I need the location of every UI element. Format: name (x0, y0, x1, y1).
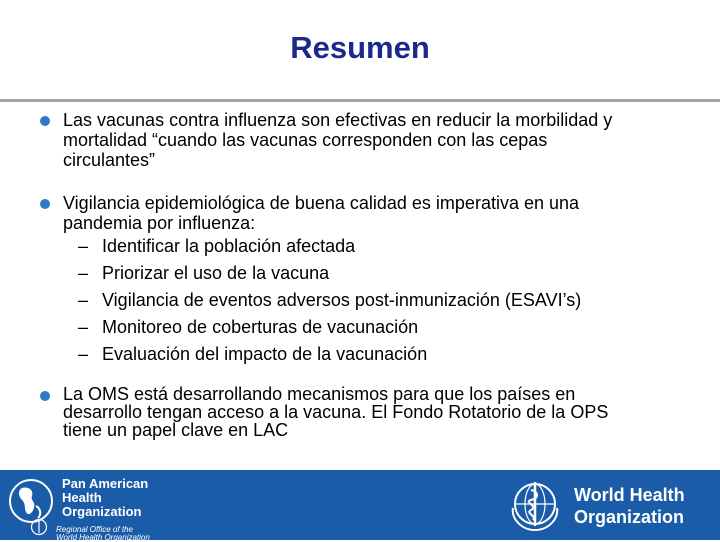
who-emblem-icon (30, 518, 48, 536)
bullet-item (40, 193, 710, 368)
bullet-line: Vigilancia epidemiológica de buena calidad es imperativa en una (63, 193, 580, 213)
bullet-line: desarrollo tengan acceso a la vacuna. El Fondo Rotatorio de la OPS (63, 402, 609, 422)
footer-bar (0, 470, 720, 540)
sub-item: – Vigilancia de eventos adversos post-inmunización (ESAVI’s) (78, 290, 582, 310)
who-emblem-icon (505, 478, 565, 534)
sub-list (78, 233, 710, 368)
bullet-line: mortalidad “cuando las vacunas corresponden con las cepas (63, 130, 548, 150)
paho-subtitle: Regional Office of the World Health Organization (56, 525, 150, 542)
sub-item: – Priorizar el uso de la vacuna (78, 263, 330, 283)
sub-item: – Identificar la población afectada (78, 236, 356, 256)
bullet-dot-icon (40, 116, 50, 126)
bullet-dot-icon (40, 391, 50, 401)
bullet-line: pandemia por influenza: (63, 213, 256, 233)
title-divider (0, 99, 720, 102)
bullet-line: Las vacunas contra influenza son efectivas en reducir la morbilidad y (63, 110, 613, 130)
sub-item: – Monitoreo de coberturas de vacunación (78, 317, 419, 337)
bullet-dot-icon (40, 199, 50, 209)
who-wordmark: World Health Organization (574, 485, 685, 527)
bullet-line: La OMS está desarrollando mecanismos para que los países en (63, 384, 576, 404)
bullet-item (40, 110, 710, 170)
bullet-item (40, 385, 710, 439)
paho-wordmark: Pan American Health Organization (62, 476, 149, 519)
slide-title: Resumen (290, 30, 430, 65)
bullet-line: tiene un papel clave en LAC (63, 420, 289, 440)
sub-item: – Evaluación del impacto de la vacunación (78, 344, 428, 364)
bullet-line: circulantes” (63, 150, 156, 170)
